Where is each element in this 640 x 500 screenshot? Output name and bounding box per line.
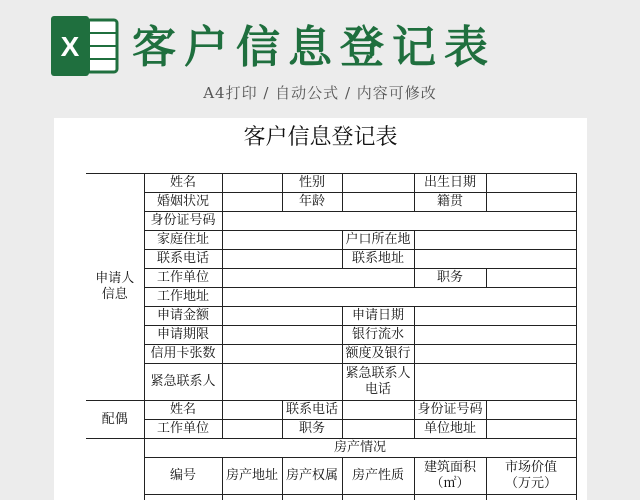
- document-title: 客户信息登记表: [243, 125, 398, 150]
- label-prop-nature: 房产性质: [342, 458, 414, 495]
- field-emergency-phone[interactable]: [414, 364, 576, 401]
- label-prop-no: 编号: [144, 458, 222, 495]
- field-apply-term[interactable]: [222, 326, 342, 345]
- field-name[interactable]: [222, 174, 282, 193]
- label-contact-address: 联系地址: [342, 250, 414, 269]
- field-home-address[interactable]: [222, 231, 342, 250]
- field-age[interactable]: [342, 193, 414, 212]
- label-spouse-position: 职务: [282, 420, 342, 439]
- field-emergency-contact[interactable]: [222, 364, 342, 401]
- label-emergency-phone: 紧急联系人 电话: [342, 364, 414, 401]
- field-spouse-employer[interactable]: [222, 420, 282, 439]
- label-spouse-phone: 联系电话: [282, 401, 342, 420]
- field-spouse-work-address[interactable]: [486, 420, 576, 439]
- field-apply-amount[interactable]: [222, 307, 342, 326]
- banner-title: 客户信息登记表: [132, 22, 496, 73]
- label-spouse-name: 姓名: [144, 401, 222, 420]
- label-spouse-work-address: 单位地址: [414, 420, 486, 439]
- field-spouse-phone[interactable]: [342, 401, 414, 420]
- label-card-count: 信用卡张数: [144, 345, 222, 364]
- field-card-count[interactable]: [222, 345, 342, 364]
- label-prop-address: 房产地址: [222, 458, 282, 495]
- header-banner: [0, 0, 640, 112]
- field-prop-nature[interactable]: [342, 495, 414, 500]
- field-bank-flow[interactable]: [414, 326, 576, 345]
- label-phone: 联系电话: [144, 250, 222, 269]
- label-spouse-id: 身份证号码: [414, 401, 486, 420]
- label-home-address: 家庭住址: [144, 231, 222, 250]
- excel-icon: [49, 16, 121, 76]
- section-spouse-label: 配偶: [86, 401, 144, 439]
- field-spouse-id[interactable]: [486, 401, 576, 420]
- field-prop-ownership[interactable]: [282, 495, 342, 500]
- field-contact-address[interactable]: [414, 250, 576, 269]
- field-phone[interactable]: [222, 250, 342, 269]
- label-employer: 工作单位: [144, 269, 222, 288]
- field-prop-address[interactable]: [222, 495, 282, 500]
- label-apply-amount: 申请金额: [144, 307, 222, 326]
- field-prop-no[interactable]: [144, 495, 222, 500]
- property-section-title: 房产情况: [144, 439, 576, 458]
- label-emergency-contact: 紧急联系人: [144, 364, 222, 401]
- field-prop-value[interactable]: [486, 495, 576, 500]
- label-bank-flow: 银行流水: [342, 326, 414, 345]
- label-spouse-employer: 工作单位: [144, 420, 222, 439]
- label-native-place: 籍贯: [414, 193, 486, 212]
- section-property-blank: [86, 439, 144, 500]
- label-apply-date: 申请日期: [342, 307, 414, 326]
- label-birth-date: 出生日期: [414, 174, 486, 193]
- label-work-address: 工作地址: [144, 288, 222, 307]
- label-age: 年龄: [282, 193, 342, 212]
- field-spouse-position[interactable]: [342, 420, 414, 439]
- field-marital[interactable]: [222, 193, 282, 212]
- label-id-number: 身份证号码: [144, 212, 222, 231]
- label-gender: 性别: [282, 174, 342, 193]
- banner-subtitle: A4打印 / 自动公式 / 内容可修改: [203, 84, 437, 102]
- field-prop-area[interactable]: [414, 495, 486, 500]
- field-apply-date[interactable]: [414, 307, 576, 326]
- section-applicant-label: 申请人 信息: [86, 174, 144, 401]
- label-limit-bank: 额度及银行: [342, 345, 414, 364]
- field-birth-date[interactable]: [486, 174, 576, 193]
- field-work-address[interactable]: [222, 288, 576, 307]
- field-employer[interactable]: [222, 269, 414, 288]
- label-prop-value: 市场价值 （万元）: [486, 458, 576, 495]
- field-gender[interactable]: [342, 174, 414, 193]
- field-limit-bank[interactable]: [414, 345, 576, 364]
- label-marital: 婚姻状况: [144, 193, 222, 212]
- label-hukou: 户口所在地: [342, 231, 414, 250]
- label-position: 职务: [414, 269, 486, 288]
- label-apply-term: 申请期限: [144, 326, 222, 345]
- label-prop-area: 建筑面积 （㎡）: [414, 458, 486, 495]
- form-sheet: [54, 118, 587, 500]
- field-id-number[interactable]: [222, 212, 576, 231]
- field-position[interactable]: [486, 269, 576, 288]
- field-native-place[interactable]: [486, 193, 576, 212]
- label-prop-ownership: 房产权属: [282, 458, 342, 495]
- field-spouse-name[interactable]: [222, 401, 282, 420]
- customer-info-table: [86, 173, 577, 500]
- svg-text:X: X: [60, 31, 80, 62]
- label-name: 姓名: [144, 174, 222, 193]
- field-hukou[interactable]: [414, 231, 576, 250]
